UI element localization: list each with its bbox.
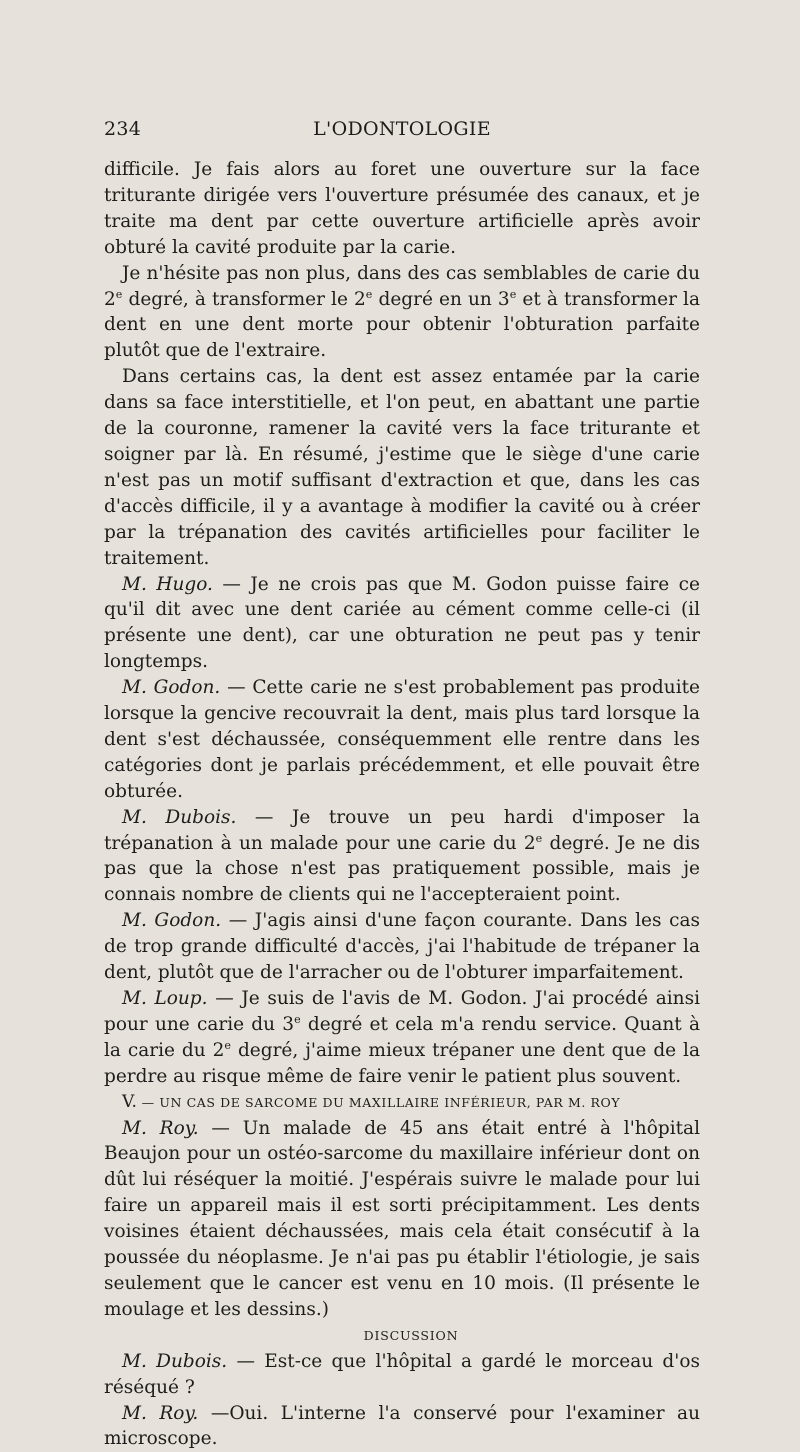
speaker-paragraph [104, 572, 700, 676]
speech-text: —Oui. L'interne l'a conservé pour l'examiner au microscope. [104, 1403, 700, 1450]
speaker-paragraph [104, 675, 700, 805]
speech-text: — Est-ce que l'hôpital a gardé le morceau d'os réséqué ? [104, 1351, 700, 1398]
text-run: degré en un 3 [372, 289, 509, 310]
speaker-name: M. Hugo. [122, 574, 213, 595]
speaker-name: M. Dubois. [122, 1351, 227, 1372]
speaker-paragraph [104, 1401, 700, 1452]
speech-text: degré, j'aime mieux trépaner une dent que de la perdre au risque même de faire venir le patient plus souvent. [104, 1040, 700, 1087]
superscript: e [510, 287, 517, 300]
speaker-paragraph [104, 1116, 700, 1323]
discussion-heading: DISCUSSION [104, 1323, 700, 1349]
paragraph [104, 364, 700, 571]
speaker-name: M. Godon. [122, 677, 220, 698]
paragraph [104, 261, 700, 365]
section-numeral: V. [122, 1092, 137, 1112]
text-run: et à transformer la dent en une dent morte pour obtenir l'obturation parfaite plutôt que de l'extraire. [104, 289, 700, 362]
text-run: Je n'hésite pas non plus, dans des cas semblables de carie du 2 [104, 263, 700, 310]
text-run: degré, à transformer le 2 [122, 289, 365, 310]
speaker-name: M. Roy. [122, 1118, 199, 1139]
speaker-name: M. Roy. [122, 1403, 198, 1424]
superscript: e [224, 1039, 231, 1052]
speech-text: — Cette carie ne s'est probablement pas produite lorsque la gencive recouvrait la dent, mais plus tard lorsque la dent s'est déchaussée, conséquemment elle rentre dans les catégories dont je parlais précédemment, et elle pouvait être obturée. [104, 677, 700, 802]
speech-text: — Un malade de 45 ans était entré à l'hôpital Beaujon pour un ostéo-sarcome du maxillaire inférieur dont on dût lui réséquer la moitié. J'espérais suivre le malade pour lui faire un appareil mais il est sorti précipitamment. Les dents voisines étaient déchaussées, mais cela était consécutif à la poussée du néoplasme. Je n'ai pas pu établir l'étiologie, je sais seulement que le cancer est venu en 10 mois. (Il présente le moulage et les dessins.) [104, 1118, 700, 1320]
running-title: L'ODONTOLOGIE [104, 118, 700, 140]
section-heading [104, 1090, 700, 1116]
body-text [104, 157, 700, 1452]
paragraph-text: difficile. Je fais alors au foret une ouverture sur la face triturante dirigée vers l'ouverture présumée des canaux, et je traite ma dent par cette ouverture artificielle après avoir obturé la cavité produite par la carie. [104, 159, 700, 258]
speech-text: — Je trouve un peu hardi d'imposer la trépanation à un malade pour une carie du 2 [104, 807, 700, 854]
section-title: — UN CAS DE SARCOME DU MAXILLAIRE INFÉRIEUR, PAR M. ROY [137, 1095, 620, 1110]
speaker-name: M. Dubois. [122, 807, 236, 828]
speech-text: — J'agis ainsi d'une façon courante. Dans les cas de trop grande difficulté d'accès, j'ai l'habitude de trépaner la dent, plutôt que de l'arracher ou de l'obturer imparfaitement. [104, 910, 700, 983]
speaker-name: M. Loup. [122, 988, 208, 1009]
superscript: e [366, 287, 373, 300]
superscript: e [116, 287, 123, 300]
paragraph-continuation [104, 157, 700, 261]
speech-text: degré et cela m'a rendu service. Quant à la carie du 2 [104, 1014, 700, 1061]
speaker-paragraph [104, 1349, 700, 1401]
page-number: 234 [104, 118, 141, 140]
speaker-paragraph [104, 986, 700, 1090]
speech-text: — Je suis de l'avis de M. Godon. J'ai procédé ainsi pour une carie du 3 [104, 988, 700, 1035]
superscript: e [294, 1013, 301, 1026]
speech-text: — Je ne crois pas que M. Godon puisse faire ce qu'il dit avec une dent cariée au cément comme celle-ci (il présente une dent), car une obturation ne peut pas y tenir longtemps. [104, 574, 700, 673]
paragraph-text: Dans certains cas, la dent est assez entamée par la carie dans sa face interstitielle, et l'on peut, en abattant une partie de la couronne, ramener la cavité vers la face triturante et soigner par là. En résumé, j'estime que le siège d'une carie n'est pas un motif suffisant d'extraction et que, dans les cas d'accès difficile, il y a avantage à modifier la cavité ou à créer par la trépanation des cavités artificielles pour faciliter le traitement. [104, 366, 700, 568]
superscript: e [536, 831, 543, 844]
speech-text: degré. Je ne dis pas que la chose n'est pas pratiquement possible, mais je connais nombre de clients qui ne l'accepteraient point. [104, 833, 700, 906]
speaker-paragraph [104, 908, 700, 986]
speaker-paragraph [104, 805, 700, 909]
speaker-name: M. Godon. [122, 910, 221, 931]
